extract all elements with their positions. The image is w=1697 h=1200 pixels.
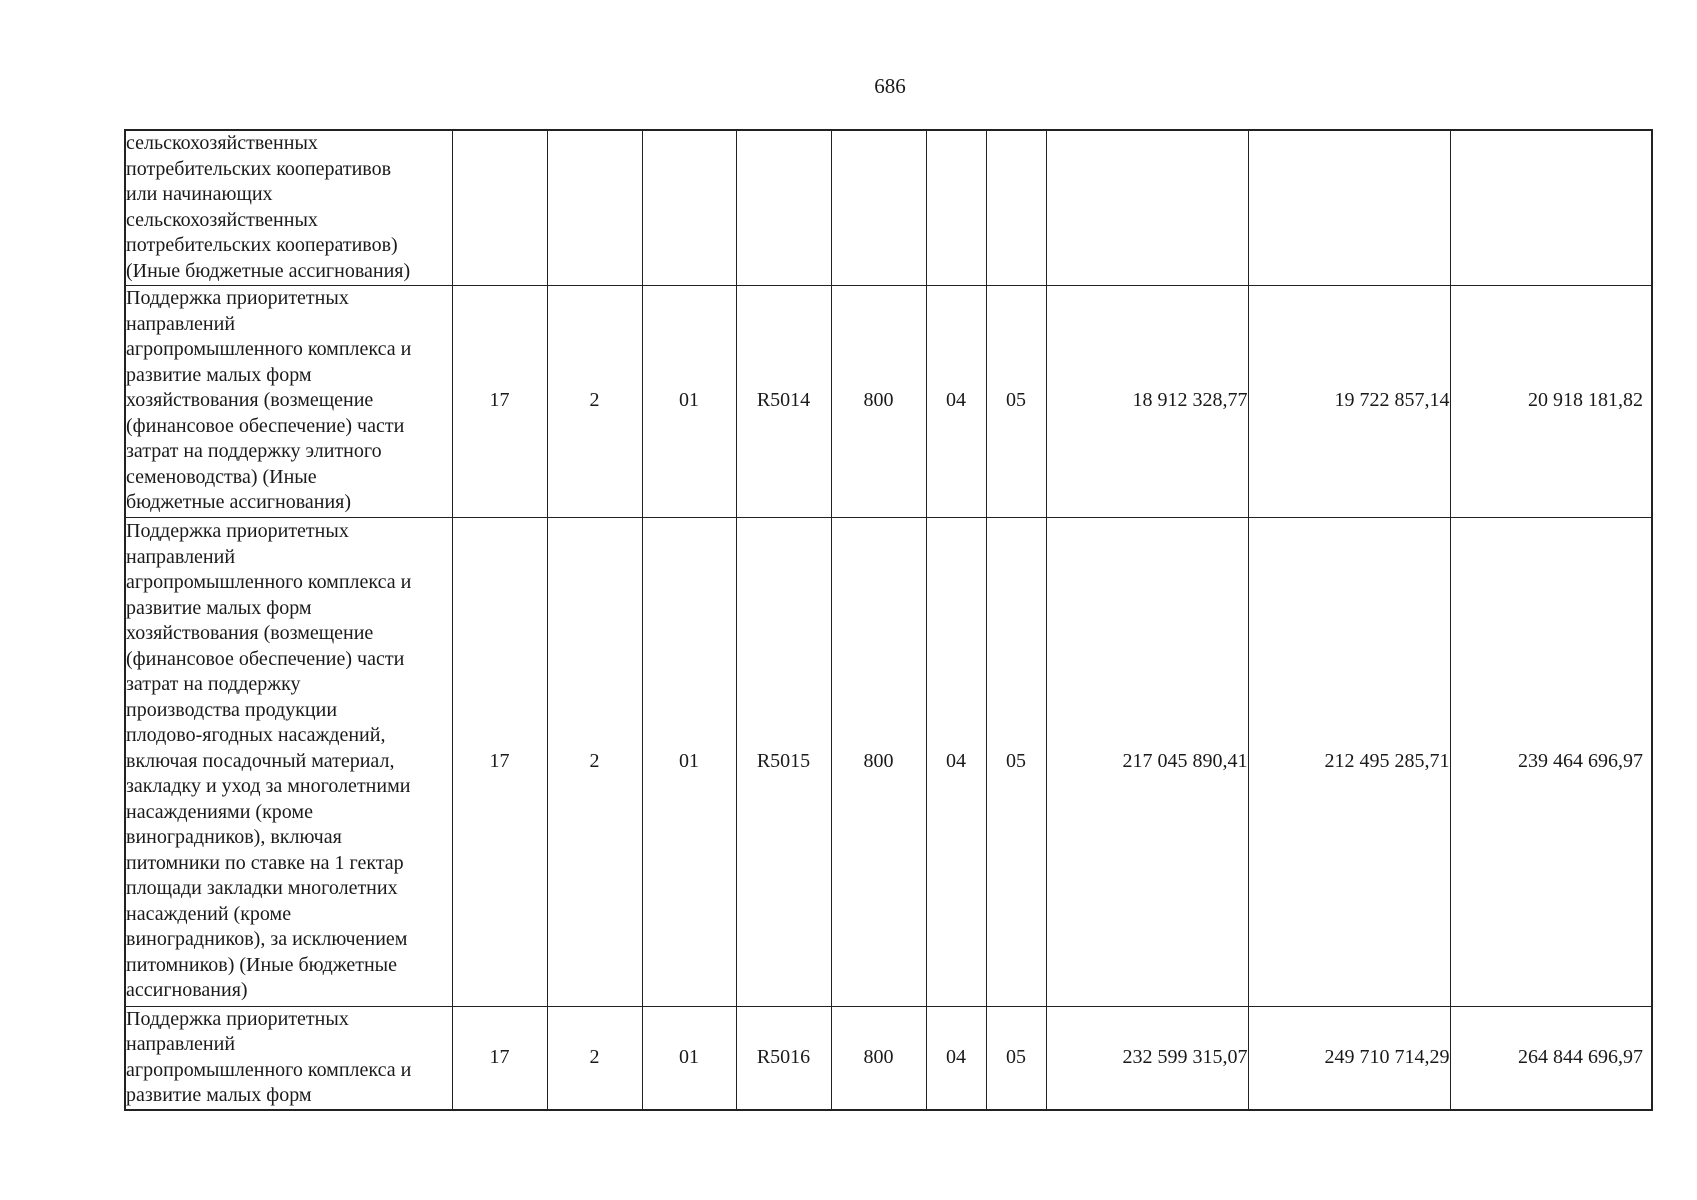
cell-code-4 [736,130,831,285]
cell-code-1: 17 [452,517,547,1006]
cell-amount-1: 232 599 315,07 [1046,1006,1248,1110]
cell-code-3: 01 [642,517,736,1006]
cell-code-7: 05 [986,285,1046,517]
cell-amount-2: 249 710 714,29 [1248,1006,1450,1110]
cell-amount-3: 239 464 696,97 [1450,517,1652,1006]
cell-code-2: 2 [547,285,642,517]
cell-code-5: 800 [831,517,926,1006]
budget-table [124,129,1653,1111]
cell-amount-1: 18 912 328,77 [1046,285,1248,517]
cell-code-1: 17 [452,285,547,517]
row-description: Поддержка приоритетных направлений агропромышленного комплекса и развитие малых форм [125,1006,452,1110]
cell-code-4: R5016 [736,1006,831,1110]
cell-code-2: 2 [547,517,642,1006]
cell-amount-1 [1046,130,1248,285]
cell-code-6 [926,130,986,285]
cell-code-1 [452,130,547,285]
table-row [125,130,1652,285]
cell-amount-2: 19 722 857,14 [1248,285,1450,517]
row-description: Поддержка приоритетных направлений агропромышленного комплекса и развитие малых форм хозяйствования (возмещение (финансовое обеспечение) части затрат на поддержку элитного семеноводства) (Иные бюджетные ассигнования) [125,285,452,517]
cell-code-2 [547,130,642,285]
table-row [125,285,1652,517]
cell-code-7: 05 [986,1006,1046,1110]
cell-code-7: 05 [986,517,1046,1006]
page-number: 686 [874,74,906,98]
cell-amount-1: 217 045 890,41 [1046,517,1248,1006]
cell-code-6: 04 [926,1006,986,1110]
cell-code-7 [986,130,1046,285]
cell-code-3: 01 [642,1006,736,1110]
cell-code-5 [831,130,926,285]
cell-amount-3: 20 918 181,82 [1450,285,1652,517]
cell-code-3: 01 [642,285,736,517]
row-description: Поддержка приоритетных направлений агропромышленного комплекса и развитие малых форм хозяйствования (возмещение (финансовое обеспечение) части затрат на поддержку производства продукции плодово-ягодных насаждений, включая посадочный материал, закладку и уход за многолетними насаждениями (кроме виноградников), включая питомники по ставке на 1 гектар площади закладки многолетних насаждений (кроме виноградников), за исключением питомников) (Иные бюджетные ассигнования) [125,517,452,1006]
table-row [125,517,1652,1006]
cell-code-4: R5015 [736,517,831,1006]
cell-code-5: 800 [831,285,926,517]
cell-code-6: 04 [926,285,986,517]
cell-amount-3 [1450,130,1652,285]
cell-code-3 [642,130,736,285]
cell-amount-2 [1248,130,1450,285]
row-description: сельскохозяйственных потребительских кооперативов или начинающих сельскохозяйственных потребительских кооперативов) (Иные бюджетные ассигнования) [125,130,452,285]
cell-code-4: R5014 [736,285,831,517]
table-row [125,1006,1652,1110]
cell-code-5: 800 [831,1006,926,1110]
cell-amount-3: 264 844 696,97 [1450,1006,1652,1110]
cell-code-1: 17 [452,1006,547,1110]
cell-code-6: 04 [926,517,986,1006]
cell-amount-2: 212 495 285,71 [1248,517,1450,1006]
cell-code-2: 2 [547,1006,642,1110]
